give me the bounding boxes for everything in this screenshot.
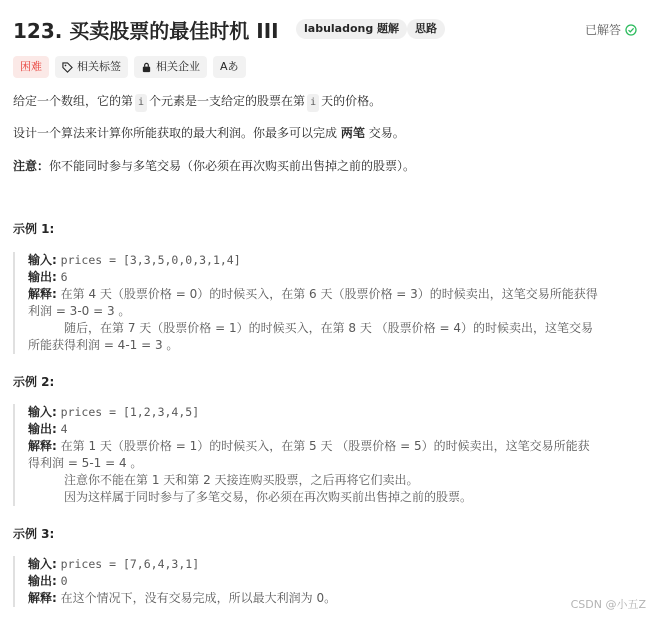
explain-label: 解释: <box>28 287 57 301</box>
note-line <box>13 157 415 175</box>
explain-line: 所能获得利润 = 4-1 = 3 。 <box>28 338 179 352</box>
explain-label: 解释: <box>28 439 57 453</box>
idea-badge[interactable]: 思路 <box>407 19 445 39</box>
output-value: 6 <box>60 270 68 284</box>
desc-bold: 两笔 <box>340 126 365 140</box>
watermark: CSDN @小五Z <box>570 598 646 611</box>
explain-line: 利润 = 3-0 = 3 。 <box>28 304 131 318</box>
input-value: prices = [3,3,5,0,0,3,1,4] <box>60 253 241 267</box>
input-value: prices = [7,6,4,3,1] <box>60 557 200 571</box>
problem-header <box>13 13 643 47</box>
related-companies-label: 相关企业 <box>156 60 200 73</box>
input-label: 输入: <box>28 253 57 267</box>
input-label: 输入: <box>28 557 57 571</box>
tag-icon <box>62 62 73 73</box>
note-text: 你不能同时参与多笔交易（你必须在再次购买前出售掉之前的股票）。 <box>49 159 416 173</box>
problem-title: 123. 买卖股票的最佳时机 III <box>13 19 279 43</box>
input-label: 输入: <box>28 405 57 419</box>
solved-status <box>585 21 637 38</box>
inline-code: i <box>135 94 147 112</box>
output-value: 0 <box>60 574 68 588</box>
desc-text: 设计一个算法来计算你所能获取的最大利润。你最多可以完成 <box>13 126 338 140</box>
description-line-1 <box>13 92 381 112</box>
explain-label: 解释: <box>28 591 57 605</box>
explain-line: 因为这样属于同时参与了多笔交易，你必须在再次购买前出售掉之前的股票。 <box>64 490 473 504</box>
difficulty-badge: 困难 <box>13 56 49 78</box>
translate-button[interactable]: Aあ <box>213 56 246 78</box>
related-tags-label: 相关标签 <box>77 60 121 73</box>
example-2-block <box>13 404 643 506</box>
related-tags-button[interactable] <box>55 56 128 78</box>
desc-text: 个元素是一支给定的股票在第 <box>149 94 306 108</box>
output-label: 输出: <box>28 270 57 284</box>
explain-line: 在这个情况下，没有交易完成，所以最大利润为 0。 <box>60 591 337 605</box>
example-2-title: 示例 2: <box>13 375 55 389</box>
related-companies-button[interactable] <box>134 56 207 78</box>
check-circle-icon <box>625 24 637 36</box>
example-1-block <box>13 252 643 354</box>
output-value: 4 <box>60 422 68 436</box>
desc-text: 给定一个数组，它的第 <box>13 94 134 108</box>
note-label: 注意： <box>13 159 50 173</box>
explain-line: 随后，在第 7 天（股票价格 = 1）的时候买入，在第 8 天 （股票价格 = 4）的时候卖出，这笔交易 <box>64 321 593 335</box>
output-label: 输出: <box>28 422 57 436</box>
explain-line: 得利润 = 5-1 = 4 。 <box>28 456 143 470</box>
solved-label: 已解答 <box>584 23 621 37</box>
tag-row <box>13 56 246 78</box>
lock-icon <box>141 62 152 73</box>
description-line-2 <box>13 124 405 142</box>
desc-text: 天的价格。 <box>321 94 382 108</box>
desc-text: 交易。 <box>368 126 405 140</box>
solution-badge[interactable]: labuladong 题解 <box>296 19 407 39</box>
explain-line: 在第 4 天（股票价格 = 0）的时候买入，在第 6 天（股票价格 = 3）的时候卖出，这笔交易所能获得 <box>60 287 598 301</box>
example-3-block <box>13 556 643 607</box>
output-label: 输出: <box>28 574 57 588</box>
explain-line: 注意你不能在第 1 天和第 2 天接连购买股票，之后再将它们卖出。 <box>64 473 419 487</box>
example-1-title: 示例 1: <box>13 222 55 236</box>
explain-line: 在第 1 天（股票价格 = 1）的时候买入，在第 5 天 （股票价格 = 5）的时候卖出，这笔交易所能获 <box>60 439 590 453</box>
example-3-title: 示例 3: <box>13 527 55 541</box>
inline-code: i <box>307 94 319 112</box>
input-value: prices = [1,2,3,4,5] <box>60 405 200 419</box>
